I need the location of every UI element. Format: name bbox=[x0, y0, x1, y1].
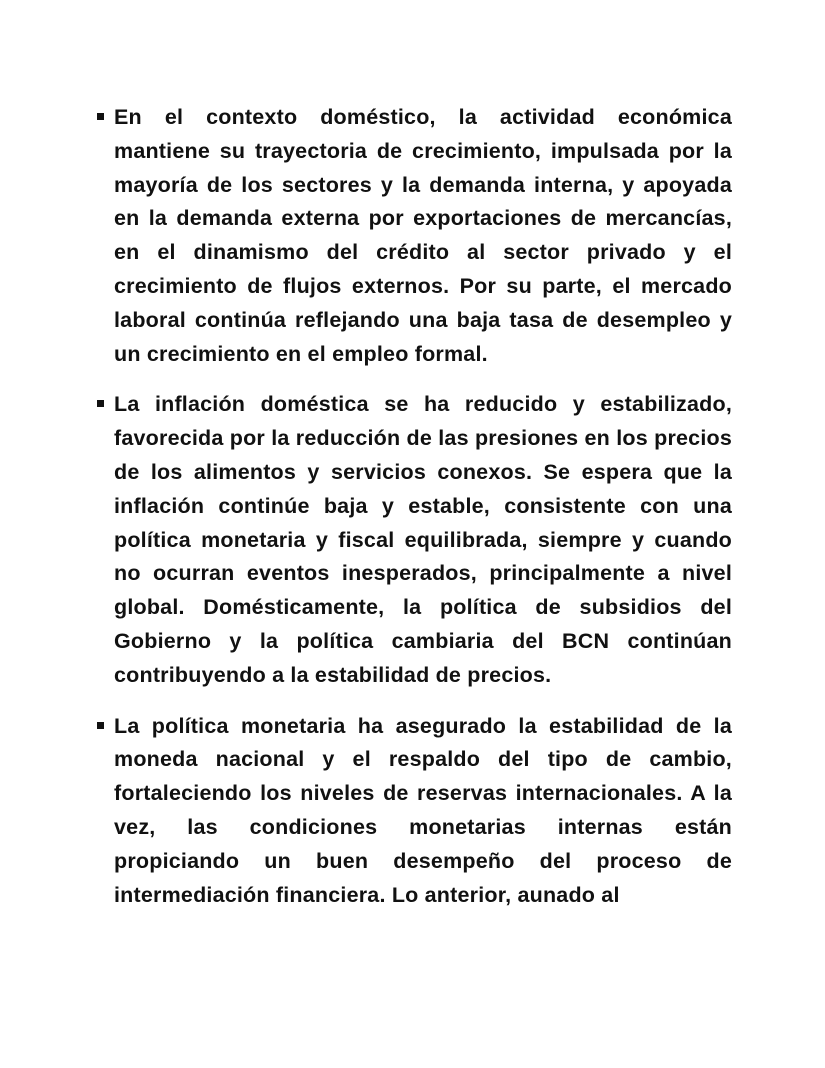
bullet-list bbox=[97, 101, 732, 912]
paragraph-text: En el contexto doméstico, la actividad económica mantiene su trayectoria de crecimiento, impulsada por la mayoría de los sectores y la demanda interna, y apoyada en la demanda externa por exportaciones de mercancías, en el dinamismo del crédito al sector privado y el crecimiento de flujos externos. Por su parte, el mercado laboral continúa reflejando una baja tasa de desempleo y un crecimiento en el empleo formal. bbox=[114, 105, 732, 366]
bullet-square-icon bbox=[97, 722, 104, 729]
bullet-paragraph bbox=[97, 101, 732, 371]
paragraph-text: La inflación doméstica se ha reducido y estabilizado, favorecida por la reducción de las presiones en los precios de los alimentos y servicios conexos. Se espera que la inflación continúe baja y estable, consistente con una política monetaria y fiscal equilibrada, siempre y cuando no ocurran eventos inesperados, principalmente a nivel global. Domésticamente, la política de subsidios del Gobierno y la política cambiaria del BCN continúan contribuyendo a la estabilidad de precios. bbox=[114, 392, 732, 687]
bullet-square-icon bbox=[97, 400, 104, 407]
bullet-paragraph bbox=[97, 710, 732, 913]
bullet-paragraph bbox=[97, 388, 732, 692]
paragraph-text: La política monetaria ha asegurado la estabilidad de la moneda nacional y el respaldo del tipo de cambio, fortaleciendo los niveles de reservas internacionales. A la vez, las condiciones monetarias internas están propiciando un buen desempeño del proceso de intermediación financiera. Lo anterior, aunado al bbox=[114, 713, 732, 907]
bullet-square-icon bbox=[97, 113, 104, 120]
